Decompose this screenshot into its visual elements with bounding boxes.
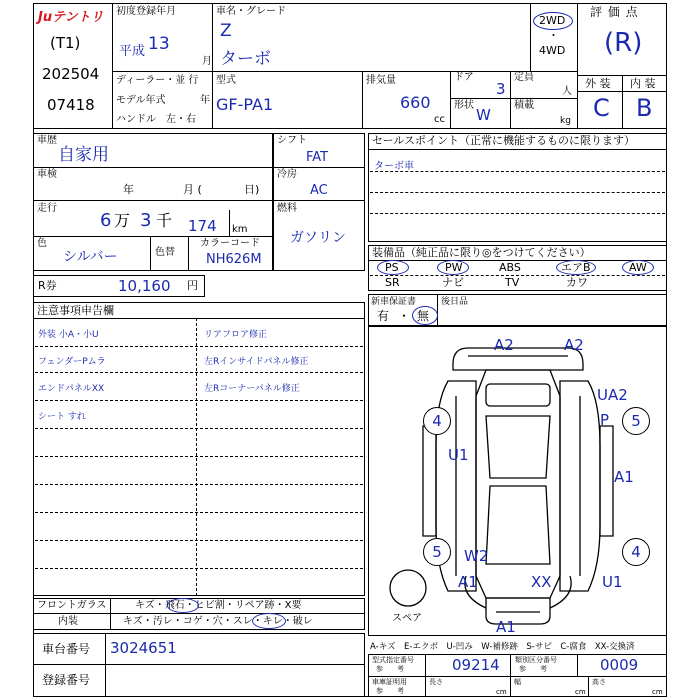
color-code-value: NH626M: [206, 252, 262, 267]
shape-label: 形状: [454, 100, 474, 111]
glass-chip-circle: [167, 598, 199, 613]
mark-rear-quarter-right: UA2: [597, 386, 628, 404]
displacement-unit: cc: [434, 114, 445, 125]
ac-label: 冷房: [277, 169, 297, 180]
sales-point-1: ターボ車: [374, 161, 414, 172]
fuel-label: 燃料: [277, 203, 297, 214]
mark-left-front-w2: W2: [464, 547, 489, 565]
equip-pw: PW: [445, 261, 463, 274]
int-label: 内 装: [630, 77, 656, 90]
chassis-label: 車台番号: [42, 642, 91, 656]
fuel-value: ガソリン: [290, 230, 346, 246]
shape-value: W: [476, 106, 491, 124]
width-unit: cm: [575, 688, 586, 696]
mark-front-bumper-a1: A1: [496, 618, 516, 636]
mark-right-door-p: P: [600, 411, 610, 429]
class-number-label: 類別区分番号: [515, 656, 557, 664]
capacity-unit: 人: [562, 86, 572, 97]
model-year-label: モデル年式: [116, 95, 166, 106]
equip-abs: ABS: [499, 261, 521, 274]
car-name: Z: [220, 21, 232, 41]
equip-pw-circle: [437, 260, 469, 275]
shaken-day-unit: 日): [244, 183, 260, 196]
color-change-label: 色替: [155, 247, 175, 258]
handle-label: ハンドル 左・右: [116, 114, 196, 125]
drive-dot: ・: [548, 29, 559, 42]
mileage-sen-unit: 千: [156, 211, 173, 230]
ac-value: AC: [310, 183, 328, 198]
interior-items: キズ・汚レ・コゲ・穴・スレ・キレ・破レ: [123, 616, 313, 627]
height-label: 高さ: [592, 678, 606, 686]
history-value: 自家用: [58, 145, 109, 165]
mileage-rest: 174: [188, 217, 217, 235]
first-reg-label: 初度登録年月: [116, 6, 176, 17]
class-number-value: 0009: [600, 656, 639, 674]
type-designation-value: 09214: [452, 656, 500, 674]
note-right-3: 左Rコーナーパネル修正: [204, 384, 300, 394]
warranty-label: 新車保証書: [371, 297, 417, 307]
ext-label: 外 装: [585, 77, 611, 90]
history-label: 車歴: [37, 135, 57, 146]
class-number-sub: 参 考: [519, 665, 547, 673]
interior-wear-circle: [252, 613, 286, 629]
mileage-man-unit: 万: [114, 211, 131, 230]
lot-number: 07418: [47, 96, 95, 114]
width-label: 幅: [514, 678, 521, 686]
first-reg-era: 平成: [119, 44, 146, 59]
equip-airbag-circle: [556, 260, 596, 275]
equip-aw: AW: [629, 261, 647, 274]
note-left-3: エンドパネルXX: [38, 384, 105, 394]
warranty-yes: 有: [377, 309, 390, 323]
auction-date: 202504: [42, 65, 100, 83]
mark-rear-bumper-left: A2: [494, 336, 514, 354]
length-unit: cm: [496, 688, 507, 696]
note-left-4: シート すれ: [38, 412, 86, 422]
type-value: GF-PA1: [216, 95, 274, 114]
notes-title: 注意事項申告欄: [37, 304, 114, 317]
int-grade: B: [636, 94, 653, 122]
mark-left-fender-a1: A1: [458, 573, 478, 591]
drive-2wd: 2WD: [539, 14, 566, 27]
equipment-title: 装備品（純正品に限り◎をつけてください）: [372, 246, 591, 259]
shaken-month-unit: 月 (: [183, 183, 202, 196]
logo: Juテントリ: [38, 10, 104, 25]
first-reg-year: 13: [148, 34, 170, 54]
color-value: シルバー: [63, 249, 118, 265]
equip-airbag: エアB: [561, 261, 591, 274]
mark-hood-xx: XX: [531, 573, 552, 591]
displacement-value: 660: [400, 93, 431, 112]
equip-ps: PS: [385, 261, 399, 274]
equip-aw-circle: [622, 260, 654, 275]
displacement-label: 排気量: [366, 75, 396, 86]
door-label: ドア: [454, 72, 474, 83]
car-name-label: 車名・グレード: [216, 6, 286, 17]
glass-items: キズ・飛石・ヒビ割・リペア跡・X要: [135, 600, 302, 611]
recycle-value: 10,160: [118, 277, 171, 295]
load-unit: kg: [560, 116, 571, 126]
drive-4wd: 4WD: [539, 44, 566, 57]
damage-legend: A-キズ E-エクボ U-凹み W-補修跡 S-サビ C-腐食 XX-交換済: [370, 642, 635, 652]
shaken-year-unit: 年: [123, 183, 134, 196]
color-code-label: カラーコード: [200, 238, 260, 249]
mark-left-side-u1: U1: [448, 446, 469, 464]
capacity-label: 定員: [514, 72, 534, 83]
ext-grade: C: [593, 94, 610, 122]
length-label: 長さ: [429, 678, 443, 686]
wheel-rear-left: 4: [423, 407, 451, 435]
interior-label: 内装: [58, 616, 78, 627]
color-label: 色: [37, 238, 47, 249]
door-value: 3: [496, 80, 506, 98]
shaken-label: 車検: [37, 169, 57, 180]
mileage-unit: km: [232, 224, 248, 235]
chassis-value: 3024651: [110, 639, 177, 657]
auction-code: (T1): [50, 34, 81, 52]
sales-points-title: セールスポイント（正常に機能するものに限ります）: [372, 134, 636, 147]
garage-cert-label: 車庫証明用: [372, 678, 407, 686]
recycle-label: R券: [38, 279, 57, 292]
equip-leather: カワ: [566, 276, 588, 289]
shift-label: シフト: [277, 135, 307, 146]
height-unit: cm: [652, 688, 663, 696]
spare-label: スペア: [392, 613, 422, 624]
model-year-unit: 年: [200, 95, 210, 106]
warranty-no-circle: [412, 306, 438, 325]
eval-label: 評 価 点: [590, 5, 639, 19]
mark-rear-bumper-right: A2: [564, 336, 584, 354]
garage-cert-sub: 参 考: [376, 687, 404, 695]
type-designation-label: 型式指定番号: [372, 656, 414, 664]
mileage-sen: 3: [140, 210, 152, 231]
stamp-label: 後日品: [441, 297, 469, 307]
equip-navi: ナビ: [442, 276, 464, 289]
eval-score: (R): [604, 28, 643, 58]
dealer-label: ディーラー・並 行: [116, 75, 199, 86]
equip-sr: SR: [385, 276, 400, 289]
wheel-front-left: 5: [423, 538, 451, 566]
reg-label: 登録番号: [42, 673, 91, 687]
header-frame: [112, 3, 667, 129]
note-left-1: 外装 小A・小U: [38, 330, 99, 340]
type-designation-sub: 参 考: [376, 665, 404, 673]
mileage-label: 走行: [37, 203, 57, 214]
warranty-dot: ・: [398, 309, 411, 323]
wheel-rear-right: 5: [622, 407, 650, 435]
warranty-no: 無: [417, 309, 430, 323]
note-right-1: リアフロア修正: [204, 330, 268, 340]
first-reg-month-unit: 月: [202, 56, 212, 67]
recycle-unit: 円: [187, 279, 198, 292]
glass-label: フロントガラス: [37, 600, 107, 611]
shift-value: FAT: [306, 150, 329, 165]
wheel-front-right: 4: [622, 538, 650, 566]
equip-tv: TV: [505, 276, 520, 289]
load-label: 積載: [514, 100, 534, 111]
mark-right-fender-u1: U1: [602, 573, 623, 591]
mileage-man: 6: [100, 210, 112, 231]
note-right-2: 左Rインサイドパネル修正: [204, 357, 309, 367]
type-label: 型式: [216, 75, 236, 86]
note-left-2: フェンダーPムラ: [38, 357, 106, 367]
equip-ps-circle: [377, 260, 409, 275]
mark-right-side-a1: A1: [614, 468, 634, 486]
car-grade: ターボ: [220, 49, 271, 69]
